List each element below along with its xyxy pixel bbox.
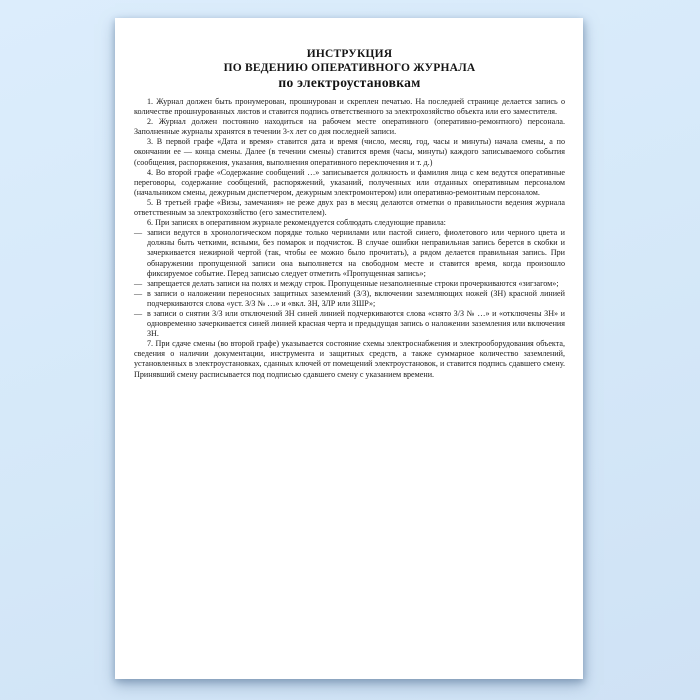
paragraph-7: 7. При сдаче смены (во второй графе) указывается состояние схемы электроснабжения и электрооборудования объекта, сведения о наличии документации, инструмента и защитных средств, а также суммарное количество заземлений, установленных в электроустановках, сданных ключей от помещений электроустановок, и ставится подпись сдавшего смену. Принявший смену расписывается под подписью сдавшего смену с указанием времени. — [134, 339, 565, 379]
document-title-line-3: по электроустановкам — [278, 75, 421, 90]
list-item-3-text: в записи о наложении переносных защитных заземлений (З/З), включении заземляющих ножей (ЗН) красной линией подчеркиваются слова «уст. З/З № …» и «вкл. ЗН, ЗЛР или ЗШР»; — [147, 288, 565, 308]
paragraph-2: 2. Журнал должен постоянно находиться на рабочем месте оперативного (оперативно-ремонтного) персонала. Заполненные журналы хранятся в течении 3-х лет со дня последней записи. — [134, 117, 565, 137]
document-content — [115, 18, 583, 380]
paragraph-1: 1. Журнал должен быть пронумерован, прошнурован и скреплен печатью. На последней странице делается запись о количестве прошнурованных листов и ставится подпись ответственного за электрохозяйство объекта или его заместителя. — [134, 97, 565, 117]
document-body — [134, 97, 565, 380]
list-item-2-text: запрещается делать записи на полях и между строк. Пропущенные незаполненные строки прочеркиваются «зигзагом»; — [147, 278, 559, 288]
list-item-3 — [134, 289, 565, 309]
dash-marker: — — [134, 288, 143, 298]
paragraph-5: 5. В третьей графе «Визы, замечания» не реже двух раз в месяц делаются отметки о правильности ведения журнала ответственным за электрохозяйство (его заместителем). — [134, 197, 565, 218]
paragraph-3: 3. В первой графе «Дата и время» ставится дата и время (число, месяц, год, часы и минуты) начала смены, а по окончании ее — конца смены. Далее (в течении смены) ставится время (часы, минуты) каждого записываемого события (сообщения, распоряжения, указания, выполнения оперативного переключения и т. д.) — [134, 137, 565, 167]
paragraph-4: 4. Во второй графе «Содержание сообщений …» записывается должность и фамилия лица с кем ведутся оперативные переговоры, содержание сообщений, распоряжений, указаний, полученных или отданных оперативным персоналом (начальником смены, дежурным диспетчером, дежурным электромонтером) или оперативно-ремонтным персоналом. — [134, 167, 565, 197]
list-item-1-text: записи ведутся в хронологическом порядке только чернилами или пастой синего, фиолетового или черного цвета и должны быть четкими, ясными, без помарок и подчисток. В случае ошибки неправильная запись берется в скобки и зачеркивается нежирной чертой (так, чтобы ее можно было прочитать), а рядом делается правильная запись. При обнаружении пропущенной записи она выполняется на свободном месте и ставится время, когда произошло фиксируемое событие. Перед записью следует отметить «Пропущенная запись»; — [147, 228, 565, 278]
list-item-4 — [134, 309, 565, 339]
dash-marker: — — [134, 278, 143, 288]
document-title-line-1: ИНСТРУКЦИЯ — [306, 48, 393, 60]
paragraph-6: 6. При записях в оперативном журнале рекомендуется соблюдать следующие правила: — [147, 218, 446, 228]
document-page — [115, 18, 583, 679]
dash-marker: — — [134, 228, 143, 238]
list-item-4-text: в записи о снятии З/З или отключений ЗН синей линией подчеркиваются слова «снято З/З № …» и «отключены ЗН» и одновременно зачеркивается синей линией красная черта и предыдущая запись о наложении заземления или включения ЗН. — [147, 308, 565, 339]
document-title-line-2: ПО ВЕДЕНИЮ ОПЕРАТИВНОГО ЖУРНАЛА — [223, 61, 476, 74]
list-item-1 — [134, 228, 565, 278]
dash-marker: — — [134, 308, 143, 318]
list-item-2 — [134, 279, 565, 289]
